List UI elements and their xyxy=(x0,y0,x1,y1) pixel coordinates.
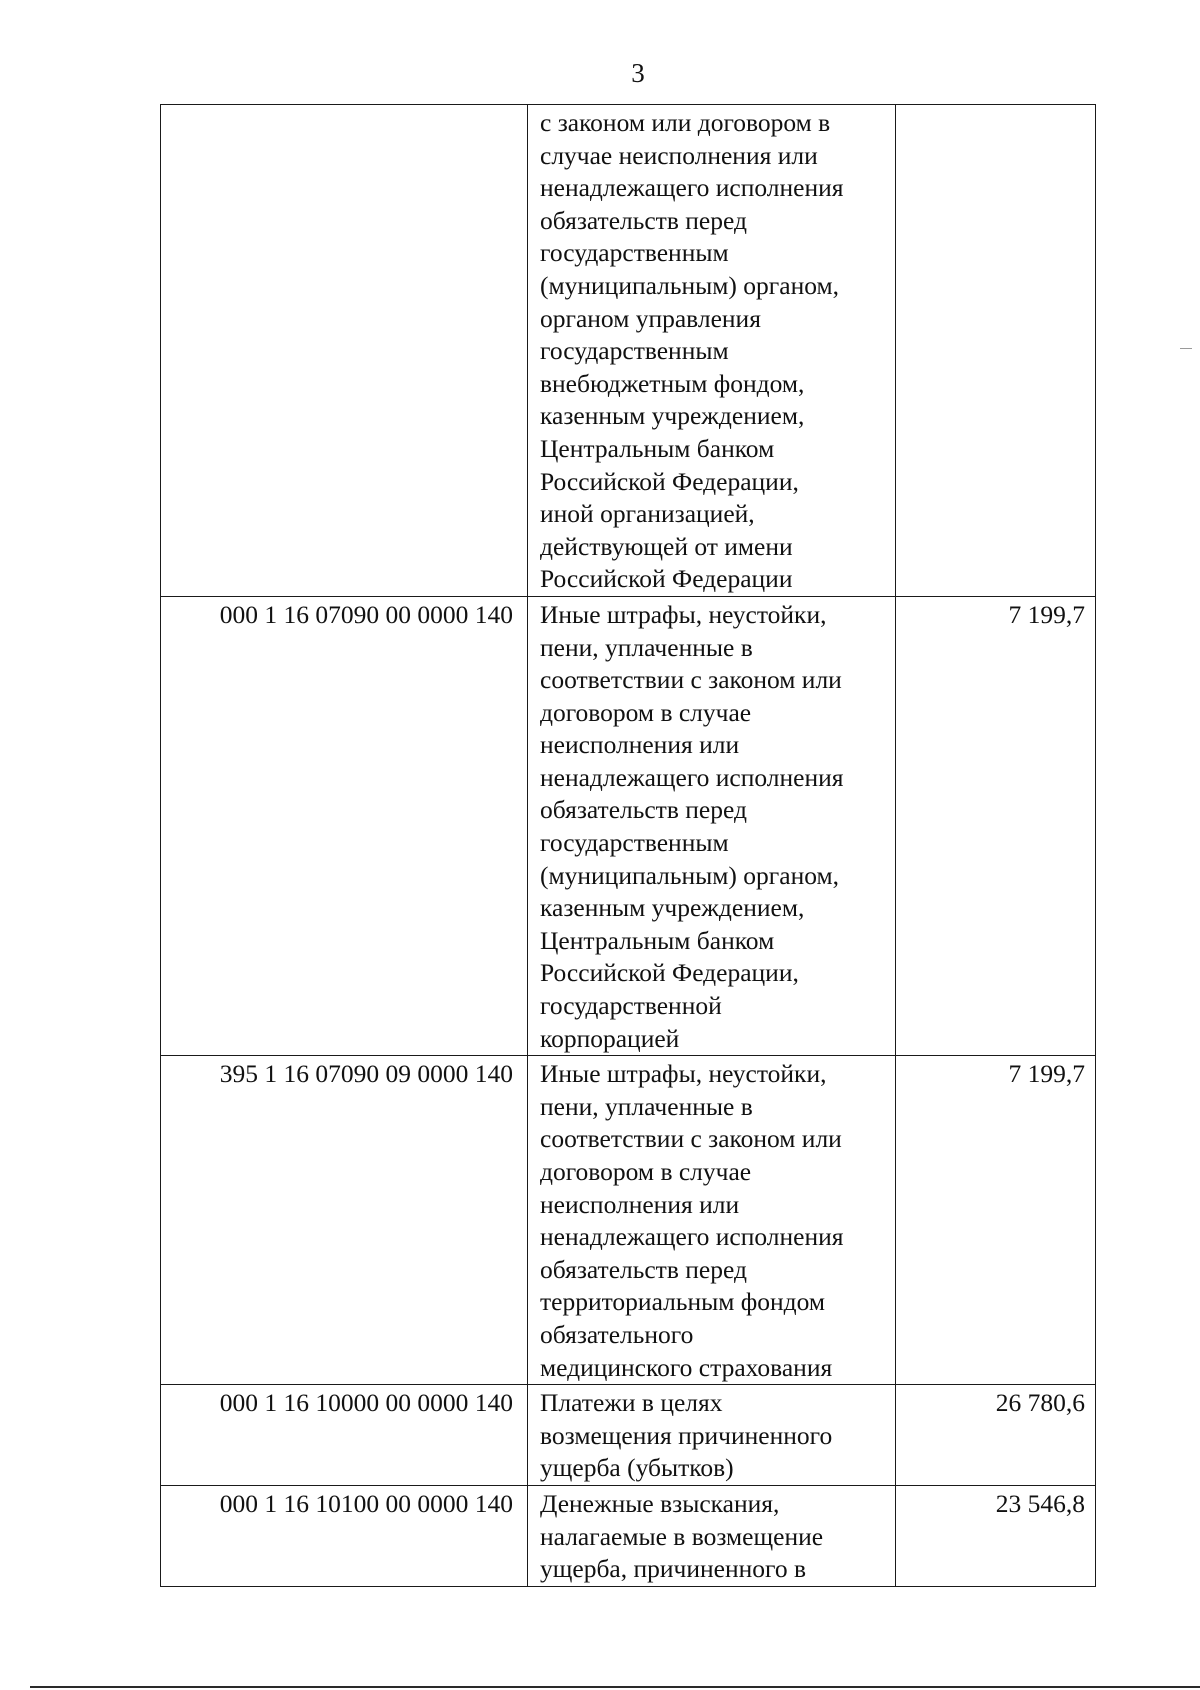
revenue-name-line: обязательств перед xyxy=(540,205,747,235)
budget-classification-code: 000 1 16 10100 00 0000 140 xyxy=(161,1485,528,1586)
table-row xyxy=(161,1056,1096,1385)
revenue-name-cell xyxy=(528,1385,896,1486)
revenue-name-line: пени, уплаченные в xyxy=(540,632,753,662)
revenue-name-line: ненадлежащего исполнения xyxy=(540,1222,844,1252)
budget-classification-code: 000 1 16 10000 00 0000 140 xyxy=(161,1385,528,1486)
revenue-name-line: обязательств перед xyxy=(540,795,747,825)
revenue-name-line: Российской Федерации, xyxy=(540,466,799,496)
revenue-name-line: иной организацией, xyxy=(540,499,755,529)
table-row xyxy=(161,1485,1096,1586)
revenue-name-line: действующей от имени xyxy=(540,531,793,561)
revenue-name-line: (муниципальным) органом, xyxy=(540,270,839,300)
revenue-name-line: медицинского страхования xyxy=(540,1352,833,1382)
amount-cell: 7 199,7 xyxy=(896,1056,1096,1385)
revenue-name-line: возмещения причиненного xyxy=(540,1420,833,1450)
amount-cell xyxy=(896,105,1096,597)
revenue-name-line: государственной xyxy=(540,991,722,1021)
budget-classification-code: 395 1 16 07090 09 0000 140 xyxy=(161,1056,528,1385)
revenue-name-line: государственным xyxy=(540,828,729,858)
revenue-name-line: соответствии с законом или xyxy=(540,665,842,695)
page-number: 3 xyxy=(631,58,645,88)
revenue-name-cell xyxy=(528,596,896,1055)
revenue-name-line: Платежи в целях xyxy=(540,1388,723,1418)
revenue-name-line: ущерба, причиненного в xyxy=(540,1554,807,1584)
table-row xyxy=(161,1385,1096,1486)
amount-cell: 26 780,6 xyxy=(896,1385,1096,1486)
revenue-name-line: Центральным банком xyxy=(540,925,775,955)
revenue-name-line: случае неисполнения или xyxy=(540,140,818,170)
revenue-name-line: Центральным банком xyxy=(540,433,775,463)
revenue-name-line: государственным xyxy=(540,336,729,366)
revenue-name-line: неисполнения или xyxy=(540,1189,740,1219)
revenue-name-line: неисполнения или xyxy=(540,730,740,760)
revenue-name-cell xyxy=(528,1485,896,1586)
revenue-name-line: (муниципальным) органом, xyxy=(540,860,839,890)
revenue-name-line: территориальным фондом xyxy=(540,1287,826,1317)
revenue-name-line: обязательств перед xyxy=(540,1254,747,1284)
revenue-name-cell xyxy=(528,1056,896,1385)
revenue-name-line: договором в случае xyxy=(540,697,752,727)
table-row xyxy=(161,105,1096,597)
revenue-name-line: соответствии с законом или xyxy=(540,1124,842,1154)
revenue-name-line: казенным учреждением, xyxy=(540,401,805,431)
revenue-name-line: ненадлежащего исполнения xyxy=(540,762,844,792)
revenue-name-cell xyxy=(528,105,896,597)
revenue-name-line: с законом или договором в xyxy=(540,108,831,137)
revenue-name-line: государственным xyxy=(540,238,729,268)
revenue-name-line: ненадлежащего исполнения xyxy=(540,173,844,203)
revenue-name-line: Российской Федерации, xyxy=(540,958,799,988)
amount-cell: 23 546,8 xyxy=(896,1485,1096,1586)
revenue-name-line: договором в случае xyxy=(540,1157,752,1186)
budget-classification-code xyxy=(161,105,528,597)
margin-scan-mark xyxy=(1180,348,1192,349)
revenue-name-line: Российской Федерации xyxy=(540,564,793,594)
revenue-name-line: пени, уплаченные в xyxy=(540,1091,753,1121)
revenue-name-line: органом управления xyxy=(540,303,761,333)
revenue-name-line: Денежные взыскания, xyxy=(540,1488,780,1518)
revenue-name-line: ущерба (убытков) xyxy=(540,1453,734,1483)
revenue-name-line: Иные штрафы, неустойки, xyxy=(540,599,827,629)
revenue-name-line: внебюджетным фондом, xyxy=(540,368,805,398)
budget-revenue-table xyxy=(160,104,1096,1587)
budget-classification-code: 000 1 16 07090 00 0000 140 xyxy=(161,596,528,1055)
page-bottom-rule xyxy=(30,1686,1200,1688)
revenue-name-line: налагаемые в возмещение xyxy=(540,1521,824,1551)
amount-cell: 7 199,7 xyxy=(896,596,1096,1055)
revenue-name-line: Иные штрафы, неустойки, xyxy=(540,1059,827,1089)
revenue-name-line: казенным учреждением, xyxy=(540,893,805,923)
revenue-name-line: корпорацией xyxy=(540,1023,680,1053)
revenue-name-line: обязательного xyxy=(540,1319,694,1349)
table-row xyxy=(161,596,1096,1055)
